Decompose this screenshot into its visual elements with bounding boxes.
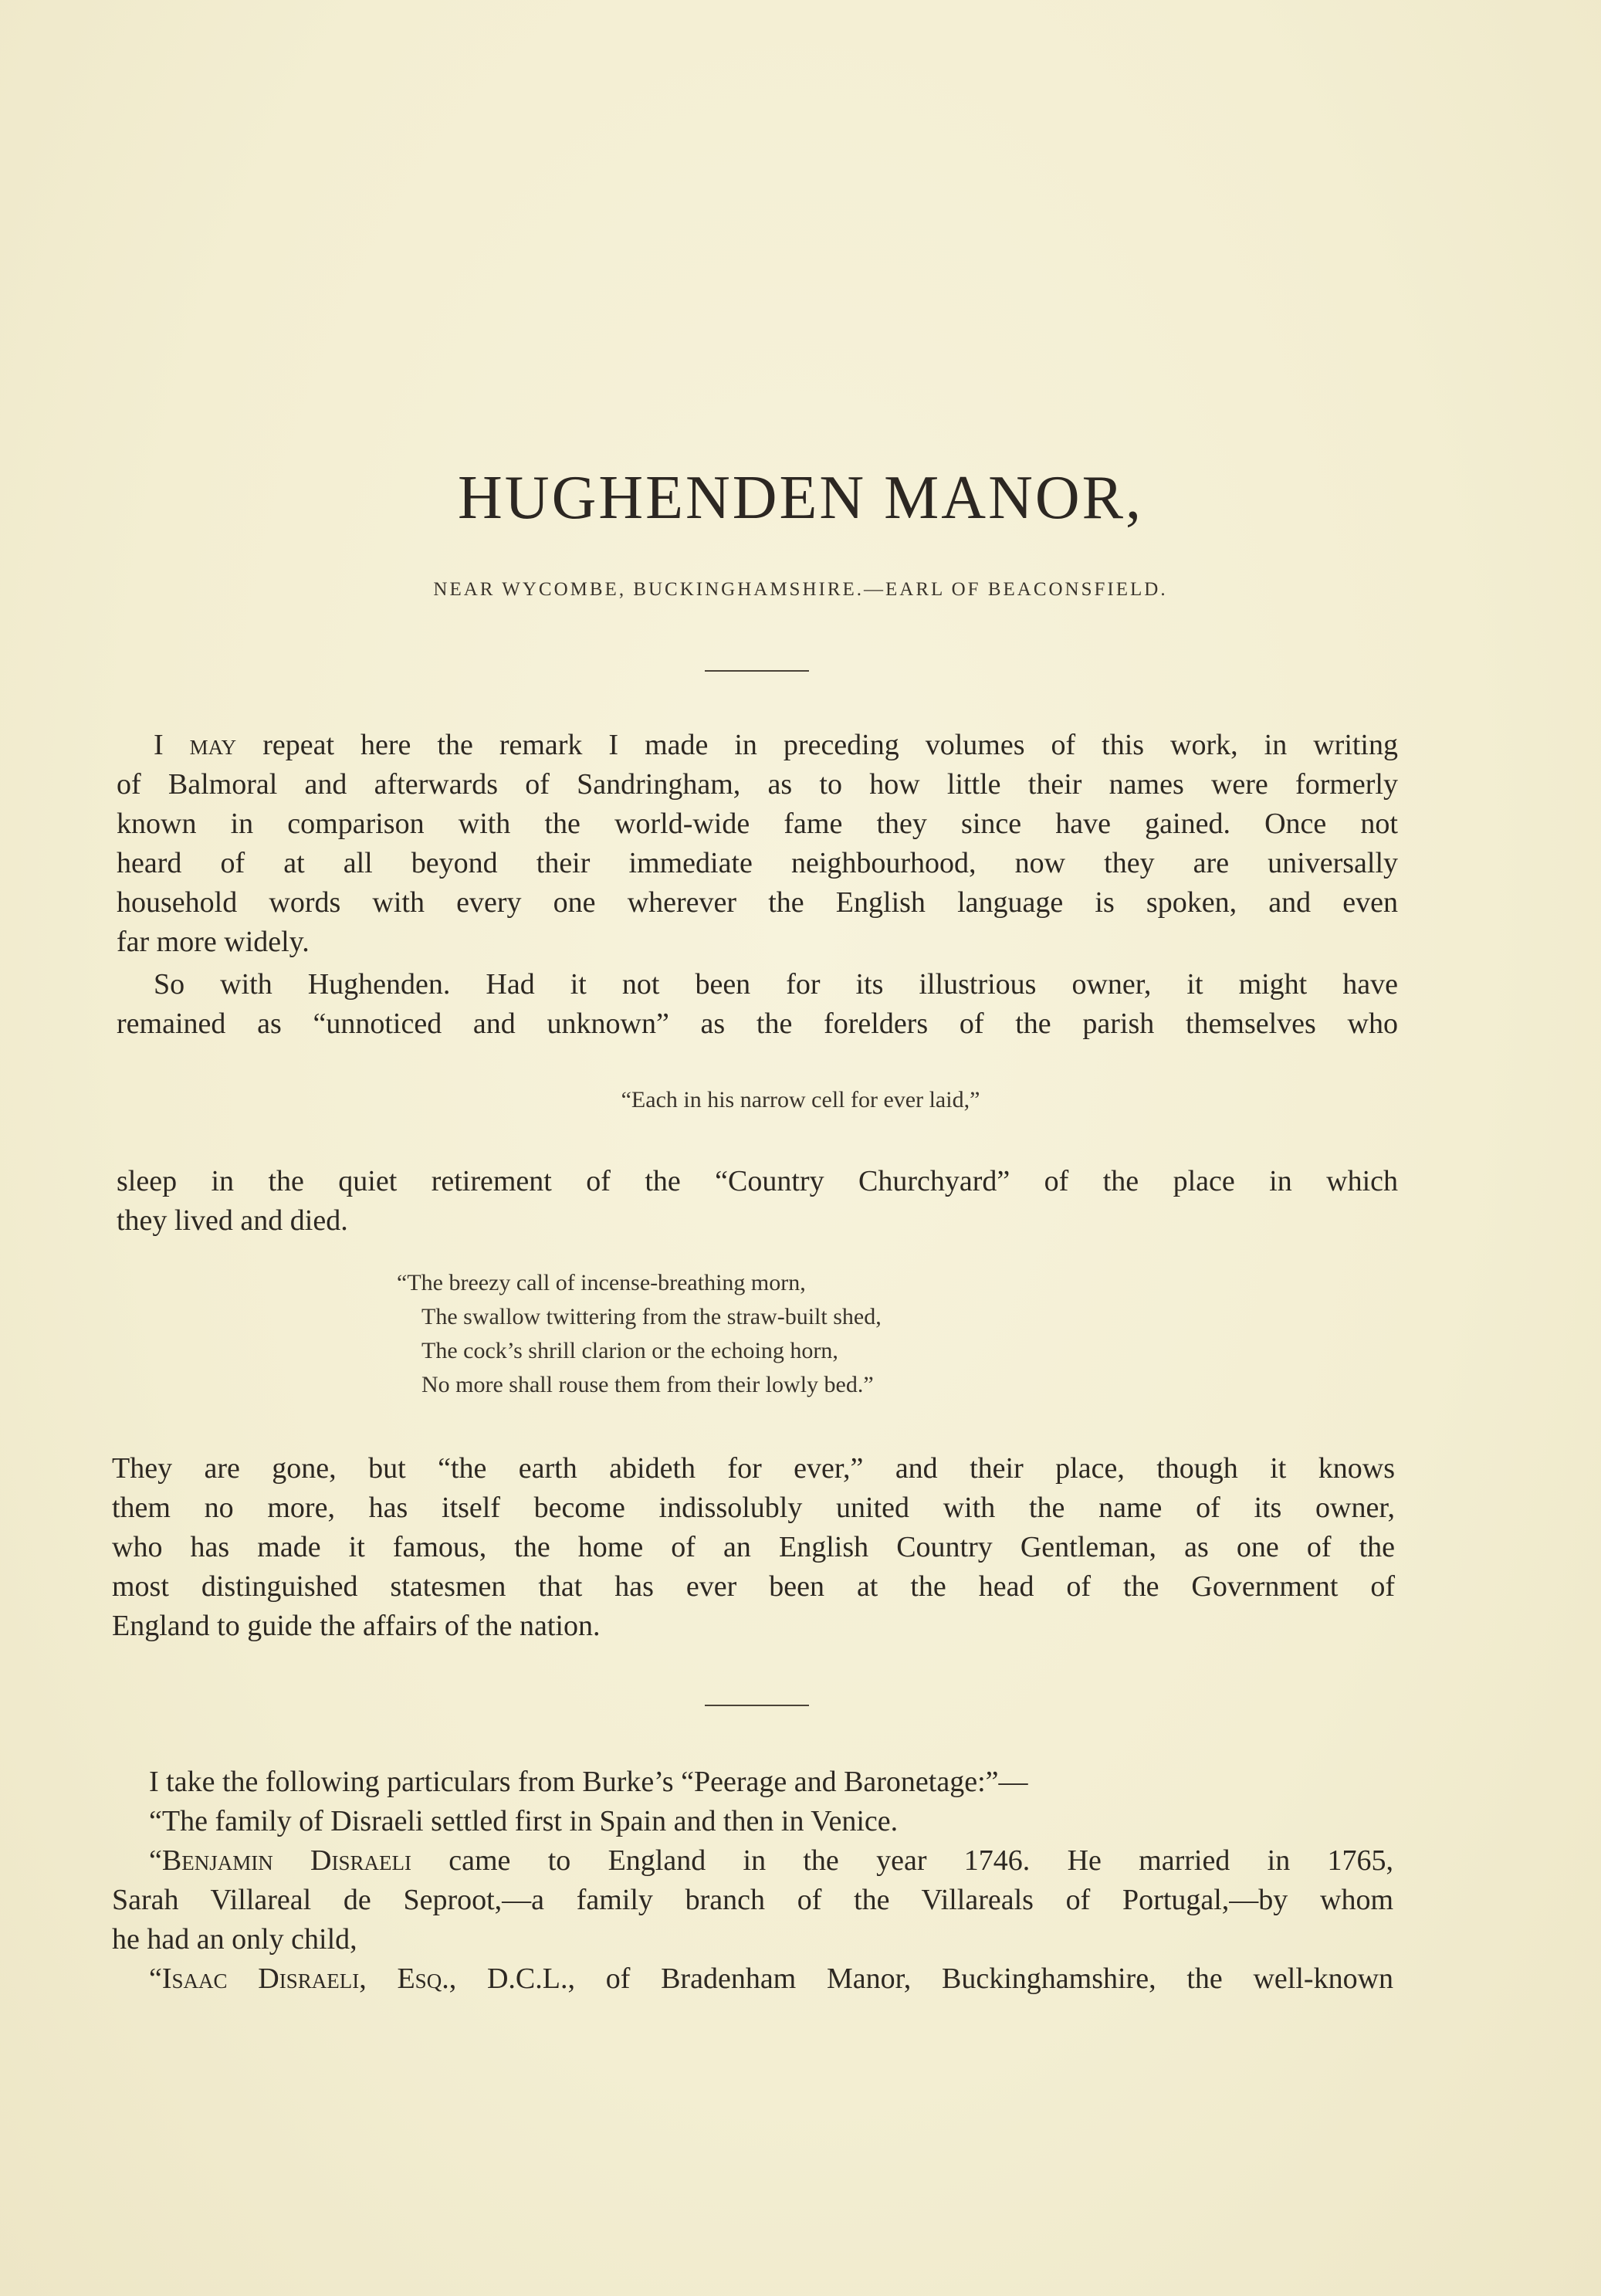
text-line: I take the following particulars from Burke’s “Peerage and Baronetage:”— — [149, 1766, 1028, 1798]
verse-line: No more shall rouse them from their lowly bed.” — [421, 1372, 874, 1397]
quotation-line: “Each in his narrow cell for ever laid,” — [621, 1087, 980, 1112]
text-line-part: repeat here the remark I made in preceding volumes of this work, in writing — [236, 729, 1398, 761]
paragraph-burke — [112, 1763, 1393, 1999]
text-line — [117, 726, 1398, 765]
text-line: far more widely. — [117, 926, 310, 958]
text-line: Sarah Villareal de Seproot,—a family branch of the Villareals of Portugal,—by whom — [112, 1884, 1393, 1916]
paragraph-gone — [112, 1449, 1395, 1646]
verse-line: The swallow twittering from the straw-built shed, — [421, 1304, 882, 1329]
text-line: most distinguished statesmen that has ever been at the head of the Government of — [112, 1570, 1395, 1603]
verse-line: “The breezy call of incense-breathing morn, — [397, 1270, 806, 1295]
text-line: England to guide the affairs of the nation. — [112, 1610, 601, 1642]
text-line: known in comparison with the world-wide fame they since have gained. Once not — [117, 808, 1398, 840]
text-line: they lived and died. — [117, 1204, 348, 1237]
section-divider — [705, 670, 809, 672]
text-line: household words with every one wherever the English language is spoken, and even — [117, 886, 1398, 919]
text-line: sleep in the quiet retirement of the “Country Churchyard” of the place in which — [117, 1165, 1398, 1197]
text-line: remained as “unnoticed and unknown” as the forelders of the parish themselves who — [117, 1007, 1398, 1040]
text-line-part: came to England in the year 1746. He married in 1765, — [411, 1844, 1394, 1877]
text-line: who has made it famous, the home of an English Country Gentleman, as one of the — [112, 1531, 1395, 1563]
text-line: “The family of Disraeli settled first in Spain and then in Venice. — [149, 1805, 899, 1837]
paragraph-hughenden — [117, 965, 1398, 1044]
lead-words: I may — [154, 729, 237, 761]
text-line: them no more, has itself become indissolubly united with the name of its owner, — [112, 1492, 1395, 1524]
text-line-part: D.C.L., of Bradenham Manor, Buckinghamshire, the well-known — [456, 1962, 1394, 1995]
text-line: he had an only child, — [112, 1923, 357, 1956]
text-line: of Balmoral and afterwards of Sandringham, as to how little their names were formerly — [117, 768, 1398, 801]
person-name: “Benjamin Disraeli — [149, 1844, 411, 1877]
section-divider — [705, 1705, 809, 1706]
paragraph-churchyard — [117, 1162, 1398, 1241]
text-line — [112, 1841, 1393, 1881]
paragraph-intro — [117, 726, 1398, 962]
page-subtitle: NEAR WYCOMBE, BUCKINGHAMSHIRE.—EARL OF BEACONSFIELD. — [433, 579, 1168, 600]
text-line: So with Hughenden. Had it not been for its illustrious owner, it might have — [154, 968, 1398, 1001]
page-title: HUGHENDEN MANOR, — [458, 464, 1143, 532]
text-line: They are gone, but “the earth abideth for ever,” and their place, though it knows — [112, 1452, 1395, 1485]
text-line — [112, 1959, 1393, 1999]
person-name: “Isaac Disraeli, Esq., — [149, 1962, 457, 1995]
text-line: heard of at all beyond their immediate neighbourhood, now they are universally — [117, 847, 1398, 879]
verse-line: The cock’s shrill clarion or the echoing horn, — [421, 1338, 838, 1363]
verse-quotation — [397, 1266, 882, 1402]
